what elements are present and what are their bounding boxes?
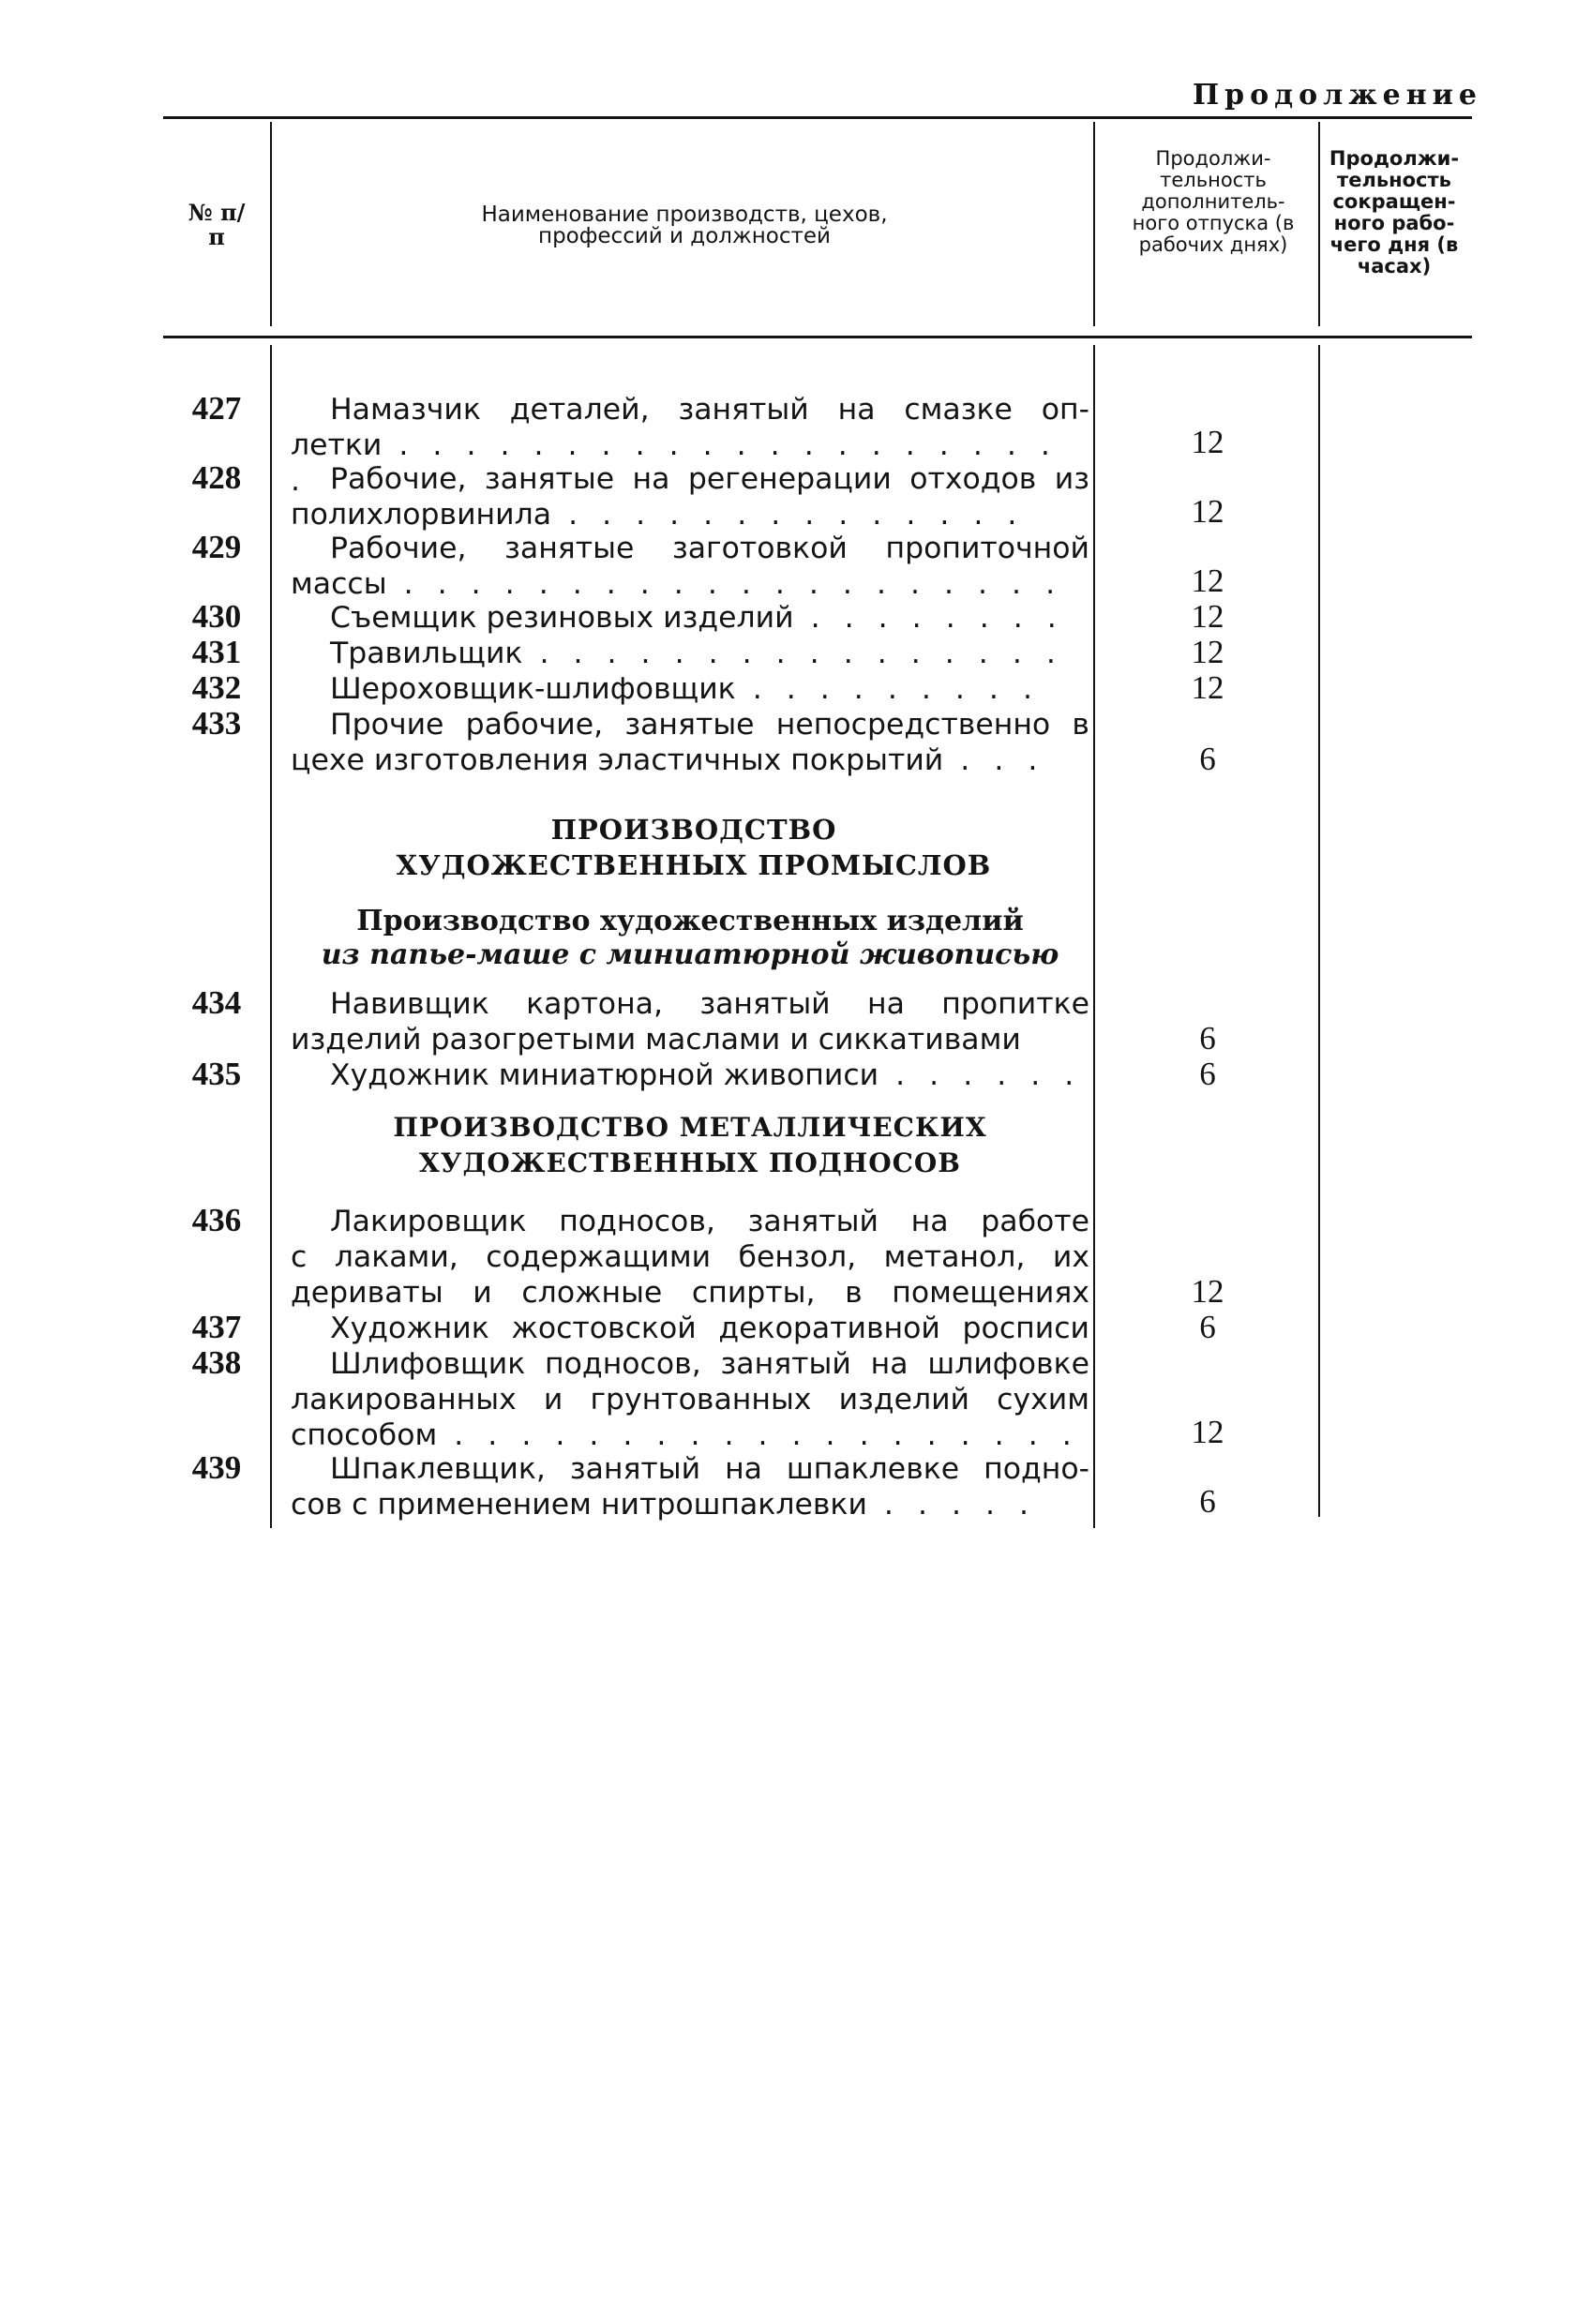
row-name-line: сов с применением нитрошпаклевки . . . . . — [291, 1488, 1037, 1522]
row-leave-value: 12 — [1191, 669, 1224, 706]
row-name-line — [291, 531, 1089, 566]
row-name-line — [291, 1275, 1089, 1311]
row-leave-value: 6 — [1199, 1020, 1216, 1057]
row-name-text: Травильщик — [330, 637, 523, 670]
row-name-text: изделий разогретыми маслами и сиккативами — [291, 1023, 1021, 1057]
row-number: 432 — [191, 669, 242, 706]
row-number: 434 — [191, 984, 242, 1021]
row-leave-value: 6 — [1199, 1483, 1216, 1520]
row-name-text: дериваты и сложные спирты, в помещениях — [291, 1276, 1089, 1310]
row-name-text: Шероховщик-шлифовщик — [330, 672, 736, 706]
row-name-text: лакированных и грунтованных изделий сухим — [291, 1383, 1089, 1417]
row-name-text: сов с применением нитрошпаклевки — [291, 1488, 867, 1522]
row-name-text: Лакировщик подносов, занятый на работе — [330, 1205, 1089, 1238]
row-name-line: Художник миниатюрной живописи . . . . . . — [330, 1058, 1082, 1092]
row-leave-value: 12 — [1191, 598, 1224, 635]
row-name-line: летки . . . . . . . . . . . . . . . . . . . . . — [291, 428, 1058, 498]
row-name-line — [291, 1239, 1089, 1275]
row-name-line: цехе изготовления эластичных покрытий . . . — [291, 743, 1045, 777]
row-number: 436 — [191, 1202, 242, 1238]
row-leave-value: 6 — [1199, 1056, 1216, 1092]
row-number: 429 — [191, 529, 242, 565]
row-name-line — [291, 986, 1089, 1022]
row-number: 427 — [191, 390, 242, 427]
row-leave-value: 6 — [1199, 741, 1216, 777]
row-name-text: Художник миниатюрной живописи — [330, 1058, 879, 1092]
subsection-papier-mache-title: Производство художественных изделий — [356, 905, 1024, 937]
row-leave-value: 12 — [1191, 424, 1224, 460]
header-name: Наименование производств, цехов, профессий и должностей — [481, 202, 888, 248]
row-name-text: цехе изготовления эластичных покрытий — [291, 743, 944, 777]
row-number: 433 — [191, 705, 242, 742]
continuation-label: Продолжение — [1192, 79, 1482, 112]
row-name-text: массы — [291, 567, 387, 601]
header-col-divider-3 — [1318, 122, 1320, 326]
row-leave-value: 6 — [1199, 1309, 1216, 1345]
row-name-text: Съемщик резиновых изделий — [330, 601, 794, 635]
row-name-text: Шлифовщик подносов, занятый на шлифовке — [330, 1347, 1089, 1381]
row-leave-value: 12 — [1191, 634, 1224, 670]
row-name-line: массы . . . . . . . . . . . . . . . . . . . . — [291, 567, 1063, 601]
row-name-line: Травильщик . . . . . . . . . . . . . . . . — [330, 637, 1063, 670]
row-name-line — [291, 1382, 1089, 1417]
row-name-line: способом . . . . . . . . . . . . . . . . . . . — [291, 1418, 1079, 1452]
row-number: 430 — [191, 598, 242, 635]
header-col-divider-1 — [270, 122, 272, 326]
row-name-line — [291, 392, 1089, 427]
section-heading-art-crafts: ПРОИЗВОДСТВО ХУДОЖЕСТВЕННЫХ ПРОМЫСЛОВ — [396, 814, 992, 881]
row-name-text: Художник жостовской декоративной росписи — [330, 1312, 1089, 1345]
row-name-line — [291, 461, 1089, 497]
row-leave-value: 12 — [1191, 493, 1224, 530]
row-number: 438 — [191, 1344, 242, 1381]
row-name-text: Рабочие, занятые на регенерации отходов из — [330, 462, 1089, 496]
row-name-text: Прочие рабочие, занятые непосредственно в — [330, 708, 1089, 742]
row-leave-value: 12 — [1191, 1273, 1224, 1310]
header-col-divider-2 — [1093, 122, 1095, 326]
subsection-papier-mache-title-italic — [291, 937, 1089, 973]
row-name-line — [291, 1346, 1089, 1382]
row-name-text: Намазчик деталей, занятый на смазке оп- — [330, 393, 1089, 427]
header-reduced-day: Продолжи-тельность сокращен-ного рабо-чего дня (в часах) — [1329, 147, 1460, 277]
row-name-line — [291, 1204, 1089, 1239]
row-number: 437 — [191, 1309, 242, 1345]
row-name-text: Рабочие, занятые заготовкой пропиточной — [330, 532, 1089, 565]
body-col-divider-3 — [1318, 345, 1320, 1517]
body-col-divider-1 — [270, 345, 272, 1528]
row-name-text: способом — [291, 1418, 438, 1452]
body-col-divider-2 — [1093, 345, 1095, 1528]
row-number: 431 — [191, 634, 242, 670]
row-name-line — [291, 707, 1089, 742]
row-leave-value: 12 — [1191, 562, 1224, 599]
header-additional-leave: Продолжи-тельность дополнитель-ного отпуска (в рабочих днях) — [1132, 147, 1295, 256]
header-number: № п/п — [188, 199, 246, 250]
row-name-text: Навивщик картона, занятый на пропитке — [330, 987, 1089, 1021]
row-number: 428 — [191, 459, 242, 496]
row-name-text: летки — [291, 428, 383, 462]
row-number: 439 — [191, 1449, 242, 1486]
row-name-line: Шероховщик-шлифовщик . . . . . . . . . — [330, 672, 1040, 706]
section-heading-metal-trays-line2: ХУДОЖЕСТВЕННЫХ ПОДНОСОВ — [419, 1147, 961, 1178]
row-name-line — [291, 1311, 1089, 1346]
section-heading-metal-trays-line1: ПРОИЗВОДСТВО МЕТАЛЛИЧЕСКИХ — [393, 1112, 987, 1143]
header-bottom-rule — [163, 336, 1472, 338]
row-name-line: Съемщик резиновых изделий . . . . . . . . — [330, 601, 1064, 635]
row-number: 435 — [191, 1056, 242, 1092]
row-name-text: полихлорвинила — [291, 498, 552, 532]
row-name-text: Шпаклевщик, занятый на шпаклевке подно- — [330, 1452, 1089, 1486]
table-top-rule — [163, 116, 1472, 119]
row-name-line — [291, 1022, 1089, 1057]
row-name-line — [291, 1451, 1089, 1487]
row-name-text: с лаками, содержащими бензол, метанол, их — [291, 1240, 1089, 1274]
row-leave-value: 12 — [1191, 1414, 1224, 1450]
row-name-line: полихлорвинила . . . . . . . . . . . . . . — [291, 498, 1025, 532]
subsection-papier-mache-text: из папье-маше с миниатюрной живописью — [321, 938, 1059, 971]
